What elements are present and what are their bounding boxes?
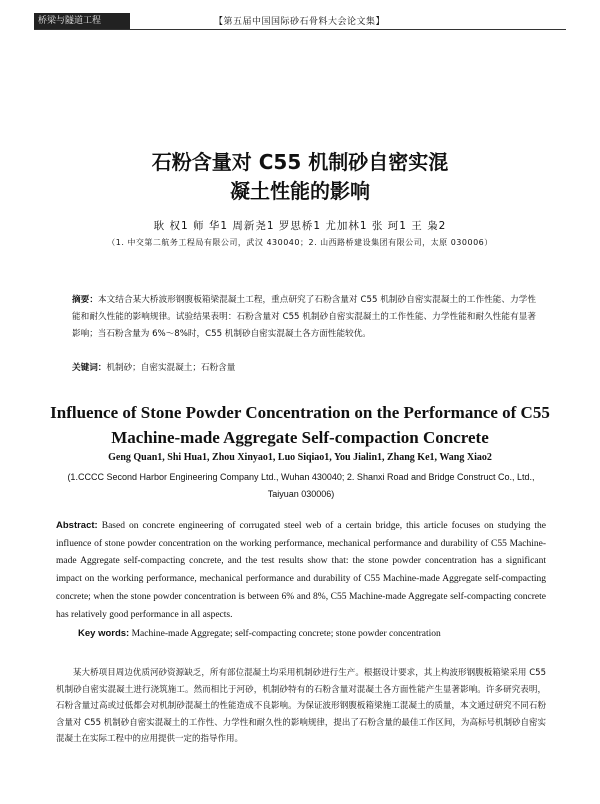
english-abstract-label: Abstract: (56, 520, 98, 531)
english-abstract (56, 517, 546, 624)
chinese-keywords (72, 361, 536, 373)
chinese-keywords-label: 关键词： (72, 363, 107, 373)
chinese-affiliation: （1. 中交第二航务工程局有限公司，武汉 430040；2. 山西路桥建设集团有限公司，太原 030006） (107, 238, 493, 247)
body-text (56, 665, 546, 748)
english-authors: Geng Quan1, Shi Hua1, Zhou Xinyao1, Luo Siqiao1, You Jialin1, Zhang Ke1, Wang Xiao2 (108, 452, 492, 463)
page-header (34, 13, 566, 30)
chinese-title-line-2: 凝土性能的影响 (230, 179, 370, 203)
chinese-abstract-text: 本文结合某大桥波形钢腹板箱梁混凝土工程，重点研究了石粉含量对 C55 机制砂自密实混凝土的工作性能、力学性能和耐久性能的影响规律。试验结果表明：石粉含量对 C55 机制砂自密实混凝土的工作性能、力学性能和耐久性能有显著影响；当石粉含量为 6%～8%时，C55 机制砂自密实混凝土各方面性能较优。 (72, 295, 536, 339)
chinese-authors: 耿 权1 师 华1 周新尧1 罗思桥1 尤加林1 张 珂1 王 枭2 (153, 220, 447, 232)
english-keywords (78, 628, 546, 639)
section-tag: 桥梁与隧道工程 (34, 13, 130, 29)
english-title-line-1: Influence of Stone Powder Concentration on the Performance of C55 (50, 403, 550, 422)
chinese-title-line-1: 石粉含量对 C55 机制砂自密实混 (151, 150, 449, 174)
chinese-abstract (72, 292, 536, 343)
chinese-keywords-text: 机制砂；自密实混凝土；石粉含量 (106, 363, 236, 373)
english-abstract-text: Based on concrete engineering of corrugated steel web of a certain bridge, this article focuses on studying the influence of stone powder concentration on the working performance, mechanical performance and durability of C55 Machine-made Aggregate self-compacting concrete, and the test results show that: the stone powder concentration has a significant impact on the working performance, mechanical performance and durability of C55 Machine-made Aggregate self-compacting concrete; when the stone powder concentration is between 6% and 8%, C55 Machine-made Aggregate self-compacting concrete has relatively good performance in all aspects. (56, 521, 547, 620)
english-keywords-label: Key words: (78, 628, 130, 639)
english-title (30, 400, 570, 450)
body-paragraph: 某大桥项目周边优质河砂资源缺乏，所有部位混凝土均采用机制砂进行生产。根据设计要求，其上构波形钢腹板箱梁采用 C55 机制砂自密实混凝土进行浇筑施工。然而相比于河砂，机制砂特有的石粉含量对混凝土各方面性能产生显著影响。许多研究表明，石粉含量过高或过低都会对机制砂混凝土的性能造成不良影响。为保证波形钢腹板箱梁施工混凝土的质量，本文通过研究不同石粉含量对 C55 机制砂自密实混凝土的工作性、力学性和耐久性的影响规律，提出了石粉含量的最佳工作区间，为高标号机制砂自密实混凝土在实际工程中的应用提供一定的指导作用。 (56, 668, 546, 744)
chinese-abstract-label: 摘要： (72, 295, 98, 305)
conference-title: 【第五届中国国际砂石骨料大会论文集】 (214, 17, 386, 27)
english-keywords-text: Machine-made Aggregate; self-compacting concrete; stone powder concentration (131, 629, 441, 639)
chinese-title (40, 148, 560, 206)
english-title-line-2: Machine-made Aggregate Self-compaction Concrete (111, 428, 489, 447)
english-affiliation: (1.CCCC Second Harbor Engineering Company Ltd., Wuhan 430040; 2. Shanxi Road and Bridge Construct Co., Ltd., Taiyuan 030006) (67, 472, 535, 499)
